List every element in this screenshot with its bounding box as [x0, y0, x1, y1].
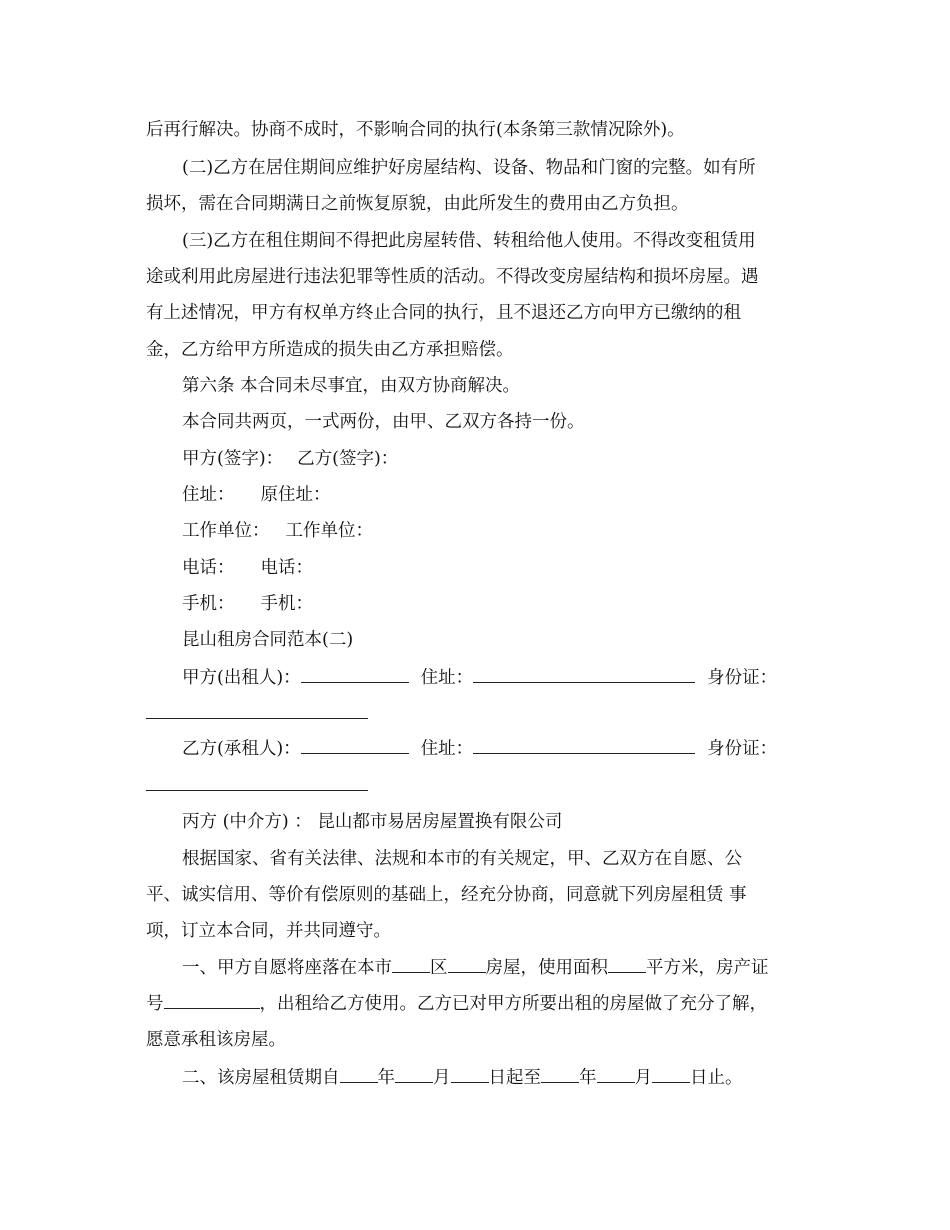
signature-row [182, 592, 842, 616]
party-b-sign-label: 乙方(签字)： [297, 449, 399, 469]
party-a-label: 甲方(出租人)： [182, 668, 301, 688]
signature-row [182, 556, 842, 580]
party-c-line: 丙方 (中介方) ： 昆山都市易居房屋置换有限公司 [182, 812, 563, 832]
original-address-label: 原住址： [260, 485, 331, 505]
paragraph-line: 后再行解决。协商不成时，不影响合同的执行(本条第三款情况除外)。 [146, 120, 685, 140]
article-six: 第六条 本合同未尽事宜，由双方协商解决。 [182, 376, 521, 396]
paragraph-line: 根据国家、省有关法律、法规和本市的有关规定，甲、乙双方在自愿、公 [182, 849, 742, 869]
employer-label: 工作单位： [182, 521, 270, 541]
paragraph-line: (三)乙方在租住期间不得把此房屋转借、转租给他人使用。不得改变租赁用 [182, 231, 756, 251]
party-b-id-blank [146, 790, 368, 791]
signature-row [182, 519, 842, 543]
paragraph-line: 项，订立本合同，并共同遵守。 [146, 921, 391, 941]
section-title: 昆山租房合同范本(二) [182, 630, 354, 650]
clause-one-line: 一、甲方自愿将座落在本市 区 房屋，使用面积 平方米，房产证 [182, 958, 769, 978]
party-a-id-label: 身份证： [707, 668, 778, 688]
signature-row [182, 447, 842, 471]
address-label: 住址： [182, 485, 235, 505]
mobile-label: 手机： [182, 594, 235, 614]
clause-one-line: 号 ，出租给乙方使用。乙方已对甲方所要出租的房屋做了充分了解， [146, 994, 767, 1014]
mobile-label-b: 手机： [260, 594, 313, 614]
paragraph-line: (二)乙方在居住期间应维护好房屋结构、设备、物品和门窗的完整。如有所 [182, 158, 756, 178]
paragraph-line: 损坏，需在合同期满日之前恢复原貌，由此所发生的费用由乙方负担。 [146, 194, 689, 214]
employer-label-b: 工作单位： [285, 521, 373, 541]
copies-note: 本合同共两页，一式两份，由甲、乙双方各持一份。 [182, 412, 585, 432]
clause-two-line: 二、该房屋租赁期自 年 月 日起至 年 月 日止。 [182, 1068, 743, 1088]
party-a-id-blank [146, 718, 368, 719]
clause-one-line: 愿意承租该房屋。 [146, 1030, 286, 1050]
paragraph-line: 金，乙方给甲方所造成的损失由乙方承担赔偿。 [146, 340, 514, 360]
phone-label: 电话： [182, 558, 235, 578]
paragraph-line: 有上述情况，甲方有权单方终止合同的执行，且不退还乙方向甲方已缴纳的租 [146, 303, 741, 323]
paragraph-line: 途或利用此房屋进行违法犯罪等性质的活动。不得改变房屋结构和损坏房屋。遇 [146, 267, 759, 287]
party-b-address-label: 住址： [420, 739, 474, 759]
phone-label-b: 电话： [260, 558, 313, 578]
party-b-id-label: 身份证： [707, 739, 778, 759]
party-a-line [182, 666, 842, 690]
party-b-label: 乙方(承租人)： [182, 739, 301, 759]
paragraph-line: 平、诚实信用、等价有偿原则的基础上，经充分协商，同意就下列房屋租赁 事 [146, 885, 747, 905]
party-a-address-label: 住址： [420, 668, 474, 688]
party-a-sign-label: 甲方(签字)： [182, 449, 284, 469]
signature-row [182, 483, 842, 507]
party-b-line [182, 737, 842, 761]
